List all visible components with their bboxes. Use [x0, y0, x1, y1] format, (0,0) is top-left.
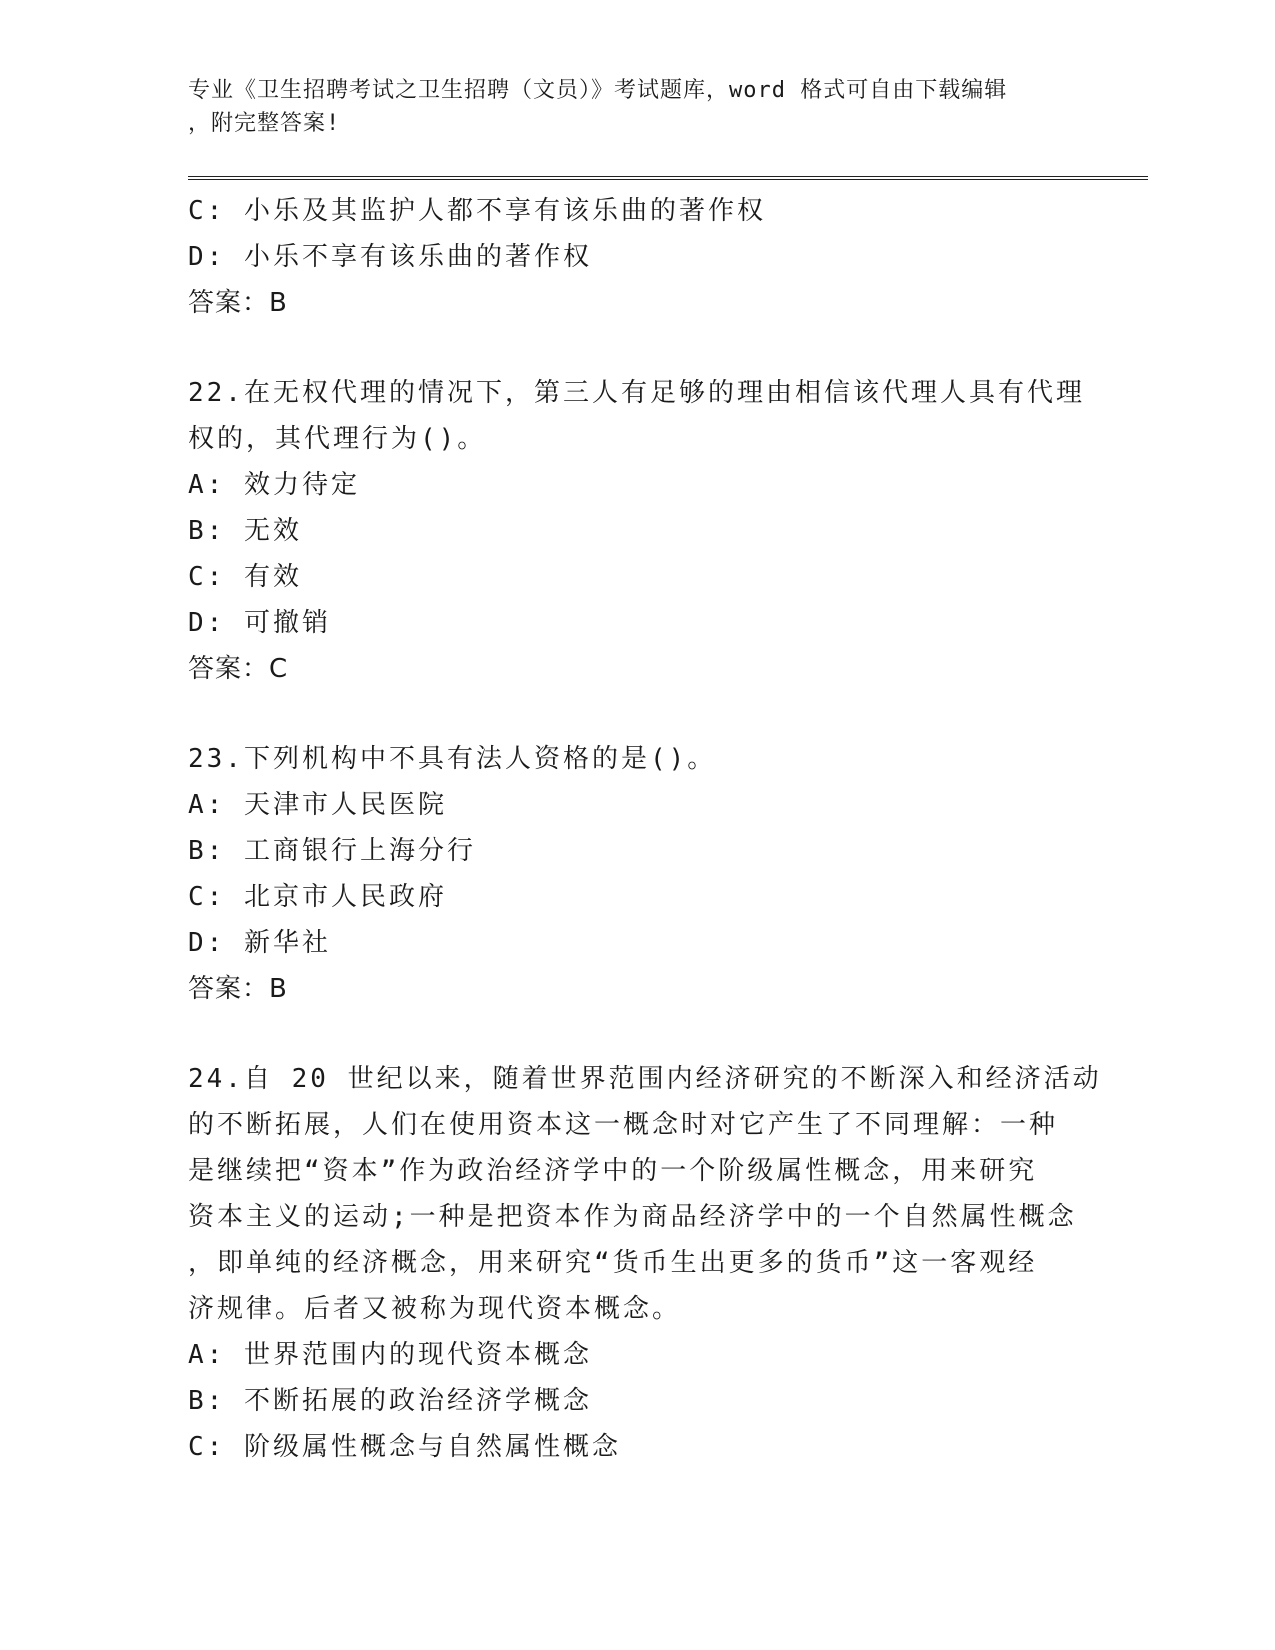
spacer [188, 1012, 1088, 1056]
question-22 [188, 370, 1088, 692]
option-b: B: 工商银行上海分行 [188, 836, 476, 866]
question-content [188, 188, 1102, 1470]
option-d: D: 可撤销 [188, 608, 331, 638]
option-d: D: 新华社 [188, 928, 331, 958]
option-c: C: 北京市人民政府 [188, 882, 447, 912]
question-text-line: 是继续把“资本”作为政治经济学中的一个阶级属性概念，用来研究 [188, 1156, 1038, 1186]
header-line-1: 专业《卫生招聘考试之卫生招聘（文员）》考试题库，word 格式可自由下载编辑 [188, 78, 1008, 103]
option-d: D: 小乐不享有该乐曲的著作权 [188, 242, 592, 272]
option-a: A: 天津市人民医院 [188, 790, 447, 820]
option-b: B: 不断拓展的政治经济学概念 [188, 1386, 592, 1416]
header-divider [188, 176, 1148, 180]
option-c: C: 有效 [188, 562, 302, 592]
question-text-line: ，即单纯的经济概念，用来研究“货币生出更多的货币”这一客观经 [188, 1248, 1038, 1278]
question-text-line: 权的，其代理行为()。 [188, 424, 487, 454]
answer-line: 答案：B [188, 288, 288, 318]
answer-line: 答案：B [188, 974, 288, 1004]
question-text-line: 22.在无权代理的情况下，第三人有足够的理由相信该代理人具有代理 [188, 378, 1085, 408]
option-a: A: 世界范围内的现代资本概念 [188, 1340, 592, 1370]
question-text-line: 24.自 20 世纪以来，随着世界范围内经济研究的不断深入和经济活动 [188, 1064, 1102, 1094]
previous-question [188, 188, 1088, 326]
question-text-line: 济规律。后者又被称为现代资本概念。 [188, 1294, 682, 1324]
answer-line: 答案：C [188, 654, 289, 684]
spacer [188, 692, 1088, 736]
spacer [188, 326, 1088, 370]
question-24 [188, 1056, 1102, 1470]
option-a: A: 效力待定 [188, 470, 360, 500]
question-23 [188, 736, 1088, 1012]
header-line-2: ，附完整答案! [188, 111, 341, 136]
question-text-line: 资本主义的运动;一种是把资本作为商品经济学中的一个自然属性概念 [188, 1202, 1077, 1232]
option-c: C: 小乐及其监护人都不享有该乐曲的著作权 [188, 196, 766, 226]
question-text-line: 23.下列机构中不具有法人资格的是()。 [188, 744, 717, 774]
page-header [188, 74, 1068, 140]
option-c: C: 阶级属性概念与自然属性概念 [188, 1432, 621, 1462]
question-text-line: 的不断拓展，人们在使用资本这一概念时对它产生了不同理解：一种 [188, 1110, 1059, 1140]
option-b: B: 无效 [188, 516, 302, 546]
